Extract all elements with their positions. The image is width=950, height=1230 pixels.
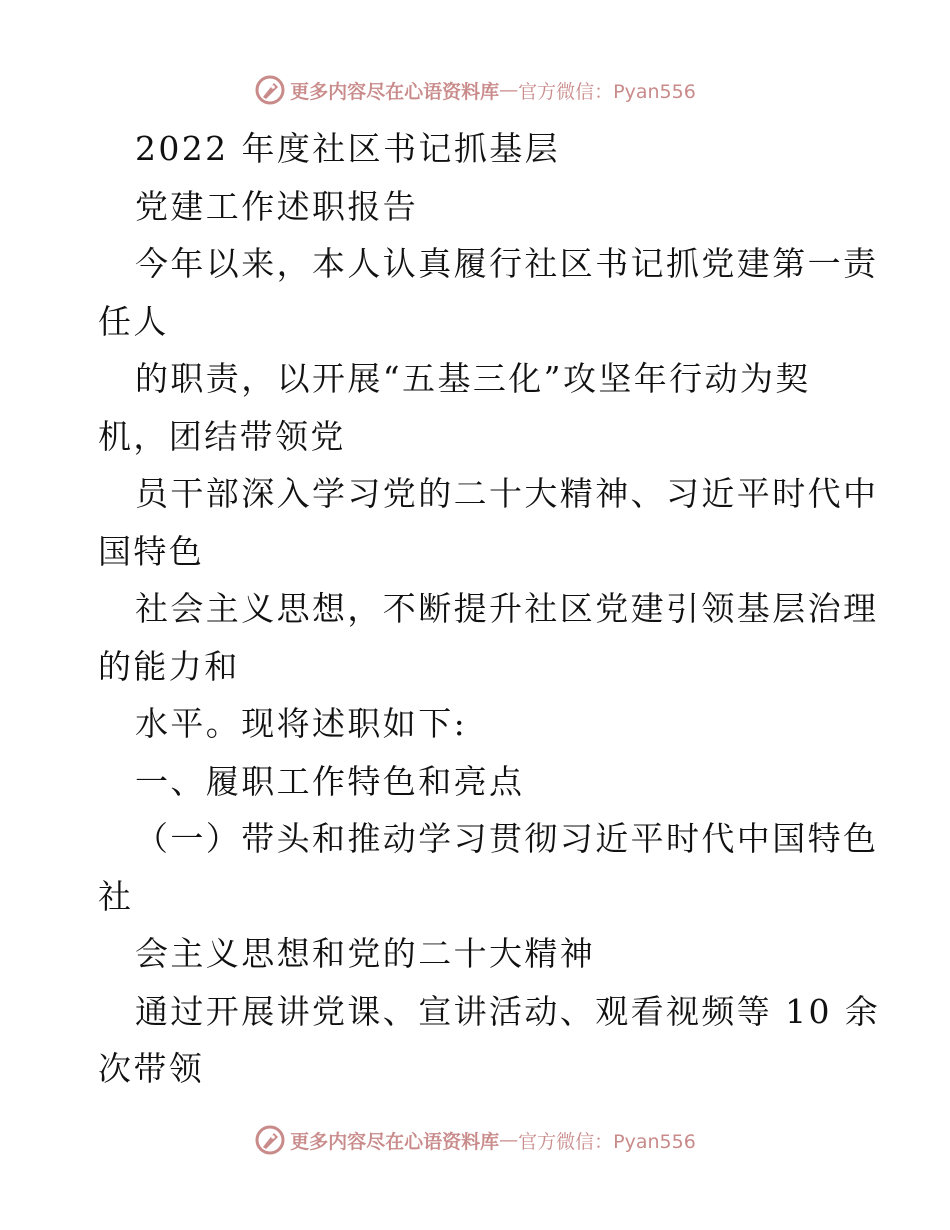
paragraph-line: 通过开展讲党课、宣讲活动、观看视频等 10 余 [135, 991, 881, 1031]
watermark-dash: — [499, 1129, 519, 1151]
document-body [98, 120, 881, 1098]
paragraph-line: 国特色 [98, 531, 205, 571]
paragraph-line: 的职责，以开展“五基三化”攻坚年行动为契 [135, 359, 811, 398]
watermark-main-text: 更多内容尽在心语资料库 [290, 1130, 500, 1153]
doc-title-line-1: 2022 年度社区书记抓基层 [135, 129, 561, 168]
subsection-heading-cont: 社 [98, 876, 134, 916]
subsection-heading-cont: 会主义思想和党的二十大精神 [135, 934, 596, 973]
paragraph-line: 今年以来，本人认真履行社区书记抓党建第一责 [135, 244, 879, 283]
footer-watermark [0, 1120, 950, 1160]
paragraph-line: 社会主义思想，不断提升社区党建引领基层治理 [135, 589, 879, 628]
paragraph-line: 的能力和 [98, 646, 240, 686]
watermark-sub-text: 官方微信：Pyan556 [518, 80, 696, 103]
paragraph-line: 员干部深入学习党的二十大精神、习近平时代中 [135, 474, 879, 513]
watermark-main-text: 更多内容尽在心语资料库 [290, 80, 500, 103]
paragraph-line: 机，团结带领党 [98, 416, 346, 456]
paragraph-line: 水平。现将述职如下: [135, 704, 468, 743]
header-watermark [0, 70, 950, 110]
paragraph-line: 次带领 [98, 1049, 205, 1088]
pen-nib-logo-icon [254, 74, 286, 106]
pen-nib-logo-icon [254, 1124, 286, 1156]
doc-title-line-2: 党建工作述职报告 [135, 186, 419, 226]
paragraph-line: 任人 [98, 301, 169, 341]
watermark-sub-text: 官方微信：Pyan556 [518, 1130, 696, 1153]
subsection-heading: （一）带头和推动学习贯彻习近平时代中国特色 [135, 819, 879, 858]
watermark-dash: — [499, 79, 519, 101]
section-heading: 一、履职工作特色和亮点 [135, 761, 525, 801]
